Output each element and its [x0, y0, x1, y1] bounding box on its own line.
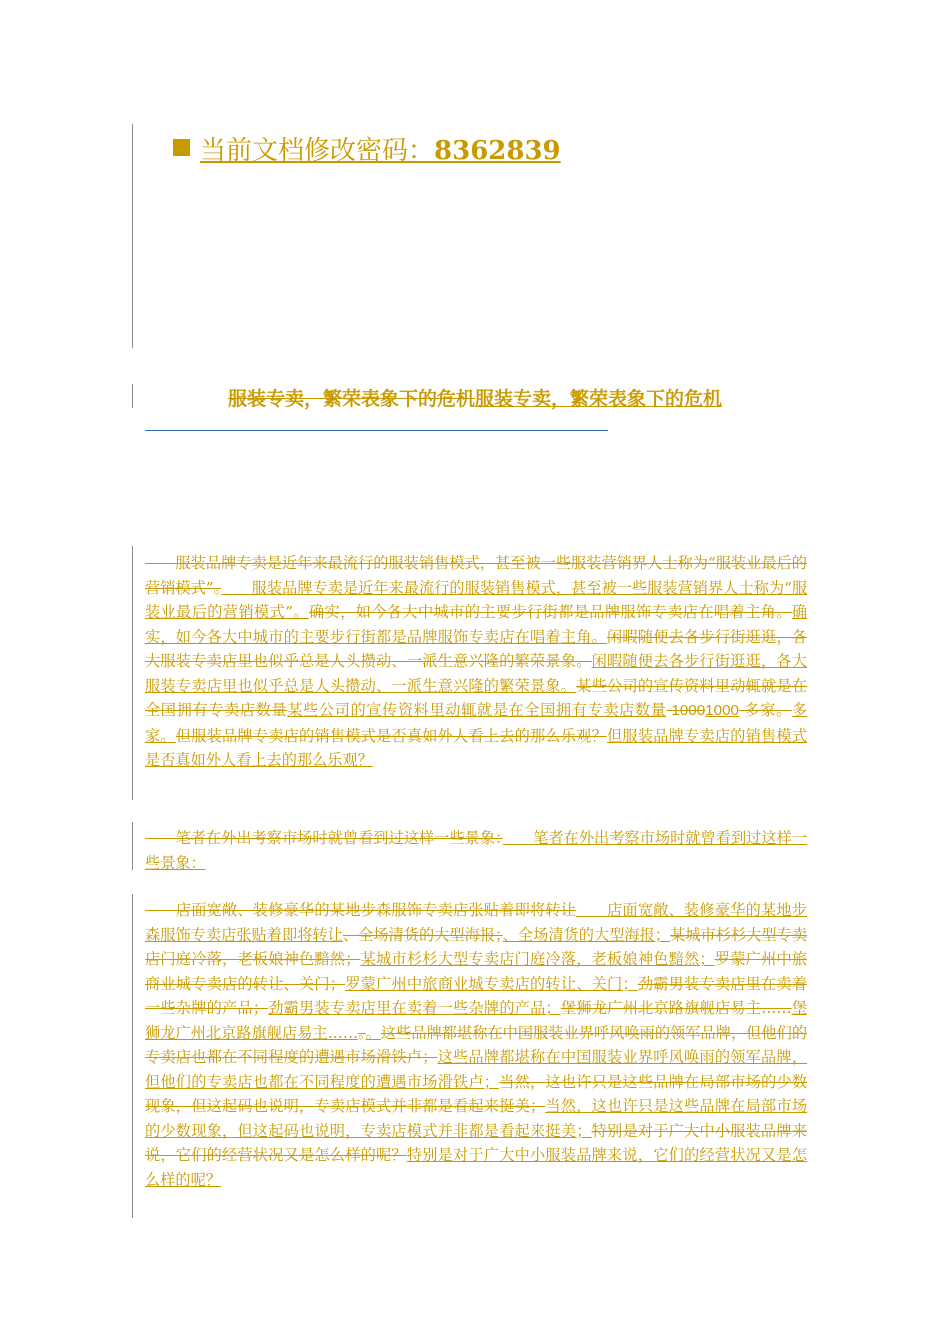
inserted-text-run: 、全场清货的大型海报；: [502, 925, 671, 944]
inserted-text-run: 劲霸男装专卖店里在卖着一些杂牌的产品；: [268, 999, 561, 1017]
body-paragraph-2: [145, 826, 807, 875]
inserted-text-run: 店面宽敞、装修豪华的某地步森服饰专卖店张贴着即将转让: [145, 901, 808, 944]
change-bar-paragraph-1: [132, 546, 133, 800]
inserted-text-run: 特别是对于广大中小服装品牌来说，它们的经营状况又是怎么样的呢？: [145, 1146, 808, 1189]
inserted-text-run: 某城市杉杉大型专卖店门庭冷落，老板娘神色黯然；: [360, 950, 715, 968]
document-title: [145, 384, 805, 414]
body-paragraph-1: [145, 551, 807, 773]
deleted-text-run: 劲霸男装专卖店里在卖着一些杂牌的产品；: [145, 974, 808, 1017]
deleted-text-run: 服装品牌专卖是近年来最流行的服装销售模式，甚至被一些服装营销界人士称为“服装业最后的营销模式”。: [145, 554, 807, 597]
square-bullet-icon: [173, 139, 190, 156]
deleted-text-run: 罗蒙广州中旅商业城专卖店的转让、关门；: [145, 950, 808, 993]
inserted-text-run: 堡狮龙广州北京路旗舰店易主……: [145, 999, 808, 1042]
inserted-text-run: 某些公司的宣传资料里动辄就是在全国拥有专卖店数量: [287, 701, 667, 719]
deleted-text-run: 某城市杉杉大型专卖店门庭冷落，老板娘神色黯然；: [145, 925, 807, 968]
deleted-text-run: 这些品牌都堪称在中国服装业界呼风唤雨的领军品牌，但他们的专卖店也都在不同程度的遭遇市场滑铁卢；: [145, 1023, 808, 1066]
change-bar-paragraph-3: [132, 894, 133, 1218]
inserted-text-run: 。: [365, 1023, 381, 1042]
inserted-text-run: 服装品牌专卖是近年来最流行的服装销售模式，甚至被一些服装营销界人士称为“服装业最后的营销模式”。: [145, 578, 808, 621]
change-bar-title: [132, 384, 133, 408]
deleted-text-run: 确实，如今各大中城市的主要步行街都是品牌服饰专卖店在唱着主角。: [308, 603, 792, 621]
inserted-text-run: 这些品牌都堪称在中国服装业界呼风唤雨的领军品牌，但他们的专卖店也都在不同程度的遭遇市场滑铁卢；: [145, 1048, 808, 1091]
deleted-text-run: 店面宽敞、装修豪华的某地步森服饰专卖店张贴着即将转让: [145, 901, 577, 919]
deleted-text-run: 闲暇随便去各步行街逛逛，各大服装专卖店里也似乎总是人头攒动、一派生意兴隆的繁荣景象。: [145, 627, 808, 670]
inserted-text-run: 多家。: [145, 701, 808, 745]
inserted-text-run: 闲暇随便去各步行街逛逛，各大服装专卖店里也似乎总是人头攒动、一派生意兴隆的繁荣景象。: [145, 652, 808, 695]
deleted-text-run: 但服装品牌专卖店的销售模式是否真如外人看上去的那么乐观？: [175, 726, 608, 745]
inserted-text-run: 但服装品牌专卖店的销售模式是否真如外人看上去的那么乐观？: [145, 726, 808, 769]
title-inserted-text: 服装专卖，繁荣表象下的危机: [475, 388, 723, 410]
change-bar-paragraph-2: [132, 822, 133, 870]
inserted-text-run: 罗蒙广州中旅商业城专卖店的转让、关门；: [345, 974, 638, 993]
title-divider: [145, 430, 608, 431]
deleted-text-run: 多家。: [738, 701, 792, 719]
deleted-text-run: 。: [358, 1023, 366, 1042]
inserted-text-run: 笔者在外出考察市场时就曾看到过这样一些景象：: [145, 829, 807, 872]
deleted-text-run: 某些公司的宣传资料里动辄就是在全国拥有专卖店数量: [145, 676, 808, 719]
inserted-text-run: 当然，这也许只是这些品牌在局部市场的少数现象，但这起码也说明，专卖店模式并非都是看起来挺美；: [145, 1097, 808, 1140]
deleted-text-run: 笔者在外出考察市场时就曾看到过这样一些景象：: [145, 829, 503, 847]
inserted-text-run: 1000: [705, 702, 739, 719]
password-label: 当前文档修改密码：: [200, 136, 435, 166]
deleted-text-run: 堡狮龙广州北京路旗舰店易主……: [560, 999, 792, 1017]
deleted-text-run: 特别是对于广大中小服装品牌来说，它们的经营状况又是怎么样的呢？: [145, 1121, 808, 1164]
change-bar-header: [132, 124, 133, 348]
deleted-text-run: 1000: [666, 702, 706, 719]
password-value: 8362839: [434, 136, 561, 166]
document-password-notice: [173, 132, 561, 170]
title-deleted-text: 服装专卖，繁荣表象下的危机: [227, 388, 475, 410]
inserted-text-run: 确实，如今各大中城市的主要步行街都是品牌服饰专卖店在唱着主角。: [145, 603, 808, 646]
deleted-text-run: 、全场清货的大型海报；: [342, 925, 503, 944]
deleted-text-run: 当然，这也许只是这些品牌在局部市场的少数现象，但这起码也说明，专卖店模式并非都是看起来挺美；: [145, 1072, 808, 1115]
body-paragraph-3: [145, 898, 807, 1192]
